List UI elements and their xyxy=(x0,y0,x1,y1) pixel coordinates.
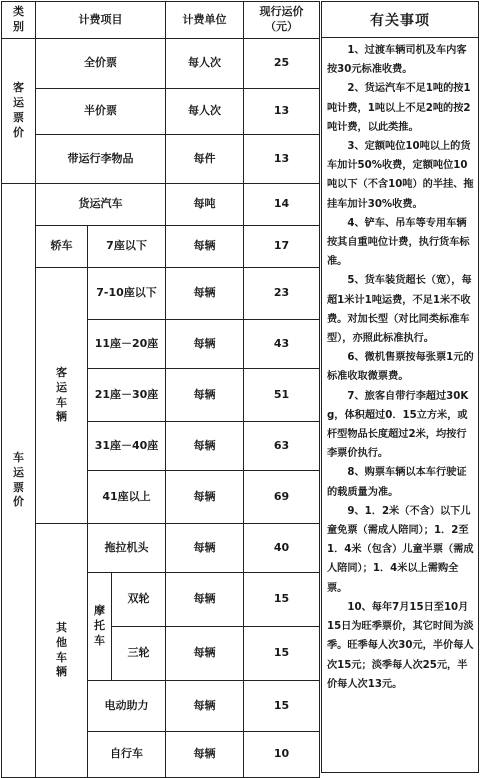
item-cell: 41座以上 xyxy=(88,471,166,524)
table-row xyxy=(2,135,320,184)
price-cell: 51 xyxy=(244,369,320,422)
note-item: 9、1．2米（不含）以下儿童免票（需成人陪同）；1．2至1．4米（包含）儿童半票（需成人陪同）；1．4米以上需购全票。 xyxy=(327,505,474,594)
note-item: 3、定额吨位10吨以上的货车加计50%收费，定额吨位10吨以下（不含10吨）的半挂、拖挂车加计30%收费。 xyxy=(327,141,474,210)
price-cell: 10 xyxy=(244,732,320,778)
note-item: 7、旅客自带行李超过30Kg，体积超过0．15立方米，或杆型物品长度超过2米，均按行李票价执行。 xyxy=(327,390,469,460)
price-cell: 15 xyxy=(244,681,320,732)
item-cell: 电动助力 xyxy=(88,681,166,732)
price-cell: 40 xyxy=(244,524,320,573)
unit-cell: 每辆 xyxy=(166,573,244,627)
unit-cell: 每辆 xyxy=(166,422,244,471)
unit-cell: 每辆 xyxy=(166,732,244,778)
header-price xyxy=(244,2,320,39)
note-item: 2、货运汽车不足1吨的按1吨计费，1吨以上不足2吨的按2吨计费，以此类推。 xyxy=(327,83,471,133)
note-item: 10、每年7月15日至10月15日为旺季票价，其它时间为淡季。旺季每人次30元，半价每人次15元；淡季每人次25元，半价每人次13元。 xyxy=(327,601,474,690)
fare-table xyxy=(1,1,320,778)
price-cell: 15 xyxy=(244,627,320,681)
unit-cell: 每吨 xyxy=(166,184,244,226)
table-row xyxy=(2,226,320,268)
item-cell: 三轮 xyxy=(112,627,166,681)
subgroup-motorcycle: 摩托车 xyxy=(88,573,112,681)
unit-cell: 每辆 xyxy=(166,369,244,422)
note-item: 6、微机售票按每张票1元的标准收取微票费。 xyxy=(327,352,474,383)
note-item: 8、购票车辆以本车行驶证的载质量为准。 xyxy=(327,467,467,498)
item-cell: 货运汽车 xyxy=(36,184,166,226)
item-cell: 31座－40座 xyxy=(88,422,166,471)
note-item: 4、铲车、吊车等专用车辆按其自重吨位计费，执行货车标准。 xyxy=(327,217,470,268)
header-price-unit: （元） xyxy=(265,20,298,33)
unit-cell: 每件 xyxy=(166,135,244,184)
table-row xyxy=(2,184,320,226)
unit-cell: 每辆 xyxy=(166,471,244,524)
item-cell: 全价票 xyxy=(36,39,166,89)
item-cell: 11座－20座 xyxy=(88,320,166,369)
header-item: 计费项目 xyxy=(36,2,166,39)
price-cell: 15 xyxy=(244,573,320,627)
note-item: 5、货车装货超长（宽），每超1米计1吨运费，不足1米不收费。对加长型（对比同类标准车型），亦照此标准执行。 xyxy=(327,275,472,345)
price-cell: 14 xyxy=(244,184,320,226)
table-row xyxy=(2,39,320,89)
note-item: 1、过渡车辆司机及车内客按30元标准收费。 xyxy=(327,45,467,76)
unit-cell: 每辆 xyxy=(166,226,244,268)
header-unit: 计费单位 xyxy=(166,2,244,39)
table-row xyxy=(2,89,320,135)
item-cell: 7座以下 xyxy=(88,226,166,268)
price-cell: 13 xyxy=(244,89,320,135)
group-passenger: 客运票价 xyxy=(2,39,36,184)
table-row xyxy=(2,524,320,573)
price-cell: 23 xyxy=(244,268,320,320)
unit-cell: 每辆 xyxy=(166,681,244,732)
price-cell: 63 xyxy=(244,422,320,471)
notes-body xyxy=(322,38,478,694)
notes-title: 有关事项 xyxy=(322,2,478,38)
header-category: 类别 xyxy=(2,2,36,39)
unit-cell: 每辆 xyxy=(166,524,244,573)
subgroup-car: 轿车 xyxy=(36,226,88,268)
item-cell: 21座－30座 xyxy=(88,369,166,422)
notes-panel xyxy=(321,1,479,773)
group-vehicle: 车运票价 xyxy=(2,184,36,778)
price-cell: 17 xyxy=(244,226,320,268)
item-cell: 拖拉机头 xyxy=(88,524,166,573)
subgroup-bus: 客运车辆 xyxy=(36,268,88,524)
unit-cell: 每辆 xyxy=(166,627,244,681)
price-cell: 43 xyxy=(244,320,320,369)
table-header xyxy=(2,2,320,39)
item-cell: 双轮 xyxy=(112,573,166,627)
table-row xyxy=(2,268,320,320)
unit-cell: 每辆 xyxy=(166,320,244,369)
price-cell: 13 xyxy=(244,135,320,184)
unit-cell: 每辆 xyxy=(166,268,244,320)
item-cell: 半价票 xyxy=(36,89,166,135)
price-cell: 69 xyxy=(244,471,320,524)
unit-cell: 每人次 xyxy=(166,89,244,135)
price-cell: 25 xyxy=(244,39,320,89)
header-price-label: 现行运价 xyxy=(259,5,304,19)
item-cell: 带运行李物品 xyxy=(36,135,166,184)
subgroup-other: 其他车辆 xyxy=(36,524,88,778)
item-cell: 7-10座以下 xyxy=(88,268,166,320)
item-cell: 自行车 xyxy=(88,732,166,778)
unit-cell: 每人次 xyxy=(166,39,244,89)
